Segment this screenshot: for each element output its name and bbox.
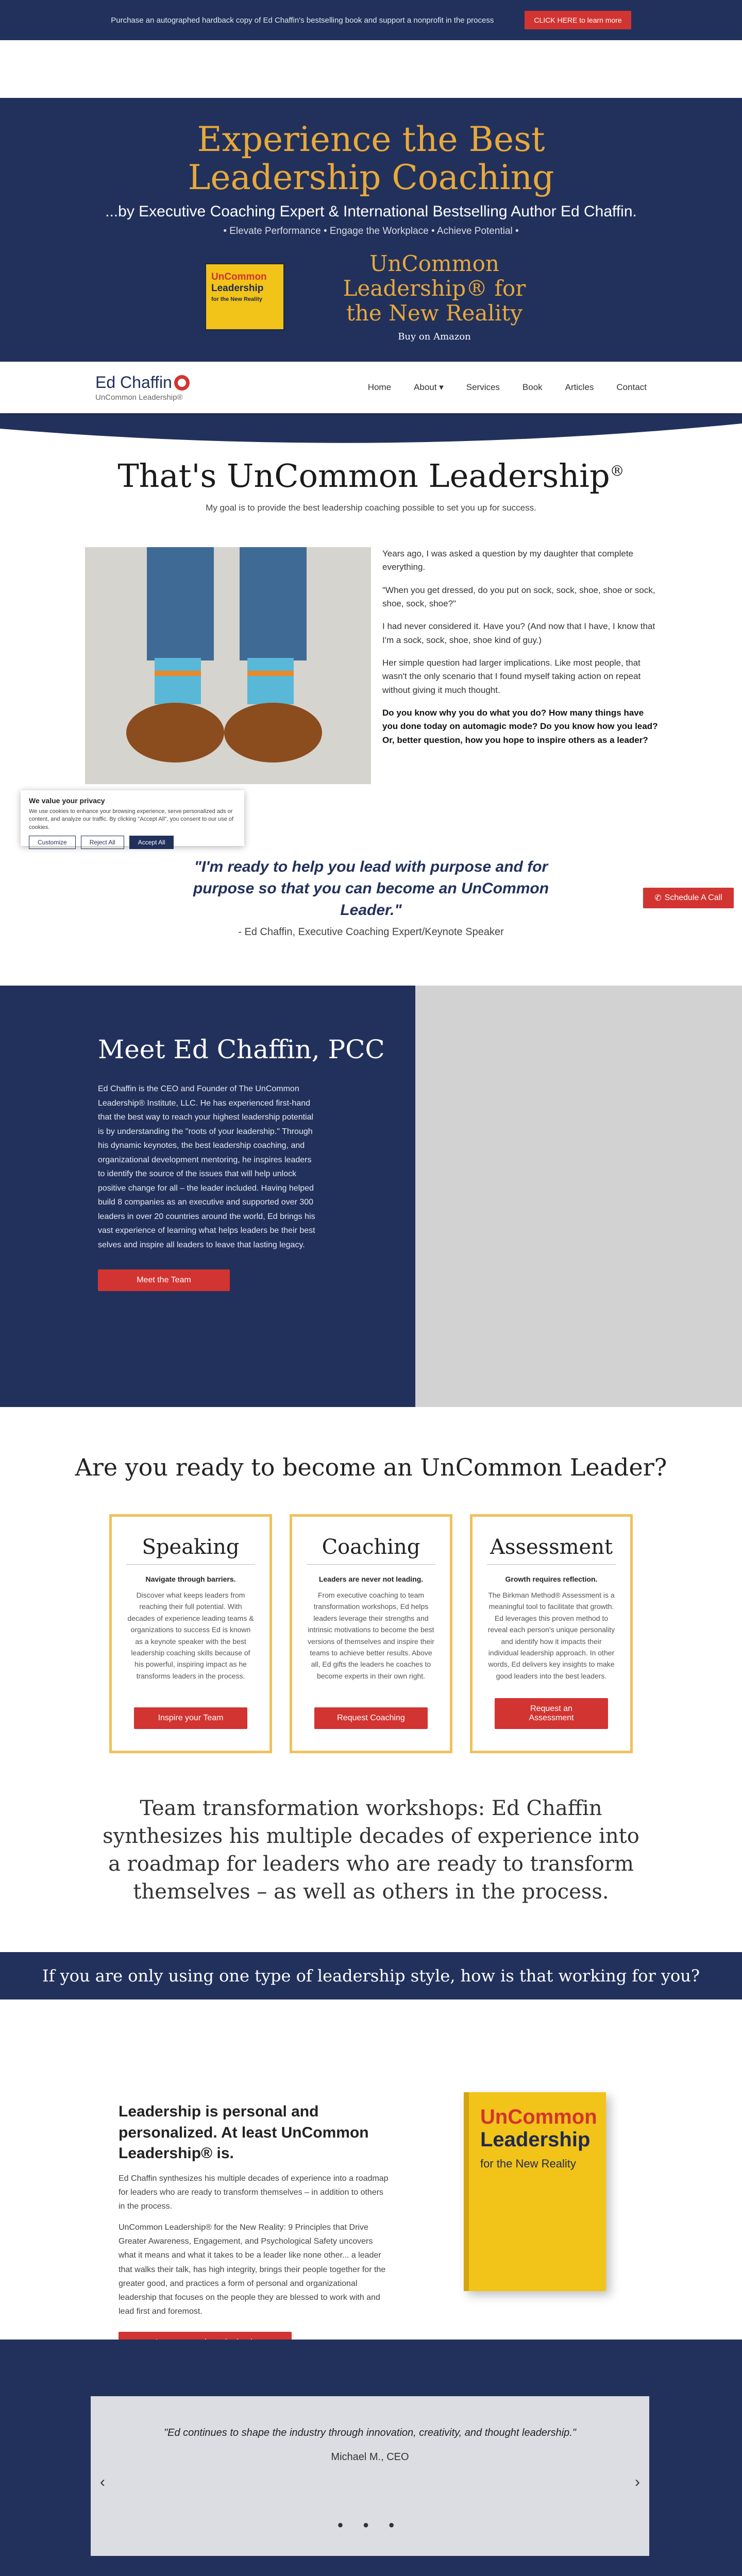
book-section-heading: Leadership is personal and personalized. At least UnCommon Leadership® is. — [119, 2103, 369, 2162]
schedule-call-button[interactable]: ✆ Schedule A Call — [643, 888, 734, 908]
hero — [0, 98, 742, 362]
inspire-team-button[interactable]: Inspire your Team — [134, 1707, 247, 1729]
hero-title: Experience the Best Leadership Coaching — [188, 120, 554, 197]
book-section: Leadership is personal and personalized. At least UnCommon Leadership® is. Ed Chaffin synthesizes his multiple decades of experience into a roadmap for leaders who are ready to transform themselves – in addition to others in the process. UnCommon Leadership® for the New Reality: 9 Principles that Drive Greater Awareness, Engagement, and Psychological Safety uncovers what it means and what it takes to be a leader like none other... a leader that walks their talk, has high integrity, brings their people together for the greater good, and practices a form of personal and organizational leadership that focuses on the people they are blessed to work with and lead first and foremost. UnCommon Leadership for the New Reality — [0, 1999, 742, 2340]
nav-services[interactable]: Services — [466, 382, 500, 392]
nav-about[interactable]: About ▾ — [414, 382, 444, 392]
card-assessment: Assessment Growth requires reflection. The Birkman Method® Assessment is a meaningful tool to facilitate that growth. Ed leverages this proven method to reveal each person's unique personality and identify how it impacts their individual leadership approach. In other words, Ed delivers key insights to make good leaders into the best leaders. Request an Assessment — [470, 1514, 633, 1753]
ready-title: Are you ready to become an UnCommon Leader? — [75, 1453, 667, 1481]
meet-photo — [415, 986, 742, 1407]
team-workshops-text: Team transformation workshops: Ed Chaffin synthesizes his multiple decades of experience into a roadmap for leaders who are ready to transform themselves – as well as others in the process. — [103, 1797, 639, 1904]
meet-team-button[interactable]: Meet the Team — [98, 1269, 230, 1291]
book-cover-thumb[interactable]: UnCommon Leadership for the New Reality — [205, 263, 285, 331]
phone-icon: ✆ — [654, 894, 662, 903]
nav-contact[interactable]: Contact — [616, 382, 647, 392]
customize-button[interactable]: Customize — [29, 836, 76, 849]
reject-button[interactable]: Reject All — [81, 836, 124, 849]
quote-author: - Ed Chaffin, Executive Coaching Expert/Keynote Speaker — [238, 926, 504, 938]
intro-quote: "I'm ready to help you lead with purpose and for purpose so that you can become an UnCommon Leader." — [193, 858, 549, 919]
site-logo[interactable]: Ed Chaffin UnCommon Leadership® — [95, 373, 190, 402]
testimonial-card: ‹ "Ed continues to shape the industry through innovation, creativity, and thought leadership." Michael M., CEO › ● ● ● — [91, 2396, 649, 2556]
request-assessment-button[interactable]: Request an Assessment — [495, 1698, 608, 1729]
nav-articles[interactable]: Articles — [565, 382, 594, 392]
nav-wave — [0, 413, 742, 449]
hero-subtitle: ...by Executive Coaching Expert & International Bestselling Author Ed Chaffin. — [105, 202, 637, 220]
accept-button[interactable]: Accept All — [129, 836, 174, 849]
card-coaching: Coaching Leaders are never not leading. From executive coaching to team transformation workshops, Ed helps leaders leverage their strengths and intrinsic motivations to become the best versions of themselves and inspire their teams to achieve better results. Above all, Ed gifts the leaders he coaches to become experts in their own right. Request Coaching — [290, 1514, 452, 1753]
logo-mark-icon — [174, 375, 190, 391]
story-text: Years ago, I was asked a question by my daughter that complete everything. "When you get dressed, do you put on sock, sock, shoe, shoe or sock, shoe, sock, shoe?" I had never considered it. Have you? (And now that I have, I know that I'm a sock, sock, shoe, shoe kind of guy.) Her simple question had larger implications. Like most people, that wasn't the only scenario that I found myself taking action on repeat without giving it much thought. Do you know why you do what you do? How many things have you done today on automagic mode? Do you know how you lead? Or, better question, how you hope to inspire others as a leader? — [382, 549, 658, 745]
announcement-text: Purchase an autographed hardback copy of Ed Chaffin's bestselling book and support a nonprofit in the process — [111, 15, 494, 25]
intro-tagline: My goal is to provide the best leadership coaching possible to set you up for success. — [206, 503, 536, 513]
card-speaking: Speaking Navigate through barriers. Discover what keeps leaders from reaching their full potential. With decades of experience leading teams & organizations to success Ed is known as a keynote speaker with the best leadership coaching skills because of his powerful, inspiring impact as he transforms leaders in the process. Inspire your Team — [109, 1514, 272, 1753]
privacy-banner: We value your privacy We use cookies to enhance your browsing experience, serve personalized ads or content, and analyze our traffic. By clicking "Accept All", you consent to our use of cookies. Customize Reject All Accept All — [21, 790, 244, 846]
intro-title: That's UnCommon Leadership® — [117, 457, 625, 495]
book-cover: UnCommon Leadership for the New Reality — [464, 2092, 606, 2291]
meet-section — [0, 986, 742, 1407]
carousel-dots[interactable]: ● ● ● — [337, 2519, 403, 2531]
request-coaching-button[interactable]: Request Coaching — [314, 1707, 428, 1729]
announcement-bar — [0, 0, 742, 40]
amazon-link[interactable]: Buy on Amazon — [398, 331, 471, 342]
leadership-style-band: If you are only using one type of leadership style, how is that working for you? — [0, 1952, 742, 1999]
hero-bullets: • Elevate Performance • Engage the Workplace • Achieve Potential • — [223, 225, 519, 236]
nav-home[interactable]: Home — [367, 382, 392, 392]
meet-title: Meet Ed Chaffin, PCC — [98, 1035, 385, 1064]
meet-body: Ed Chaffin is the CEO and Founder of The UnCommon Leadership® Institute, LLC. He has experienced first-hand that the best way to reach your highest leadership potential is by understanding the "roots of your leadership." Through his dynamic keynotes, the best leadership coaching, and organizational development mentoring, he inspires leaders to identify the source of the issues that will help unlock positive change for all – the leader included. Having helped build 8 companies as an executive and supported over 300 leaders in over 20 countries around the world, Ed brings his vast experience of learning what helps leaders be their best selves and inspire all leaders to leave that lasting legacy. — [98, 1084, 315, 1249]
main-nav — [0, 362, 742, 413]
prev-arrow-icon[interactable]: ‹ — [100, 2473, 105, 2490]
next-arrow-icon[interactable]: › — [635, 2473, 640, 2490]
nav-book[interactable]: Book — [522, 382, 543, 392]
book-heading: UnCommon Leadership® for the New Reality — [343, 250, 526, 326]
white-strip — [0, 40, 742, 98]
socks-photo — [85, 547, 371, 784]
testimonial-section — [0, 2340, 742, 2576]
announcement-button[interactable]: CLICK HERE to learn more — [525, 11, 631, 29]
